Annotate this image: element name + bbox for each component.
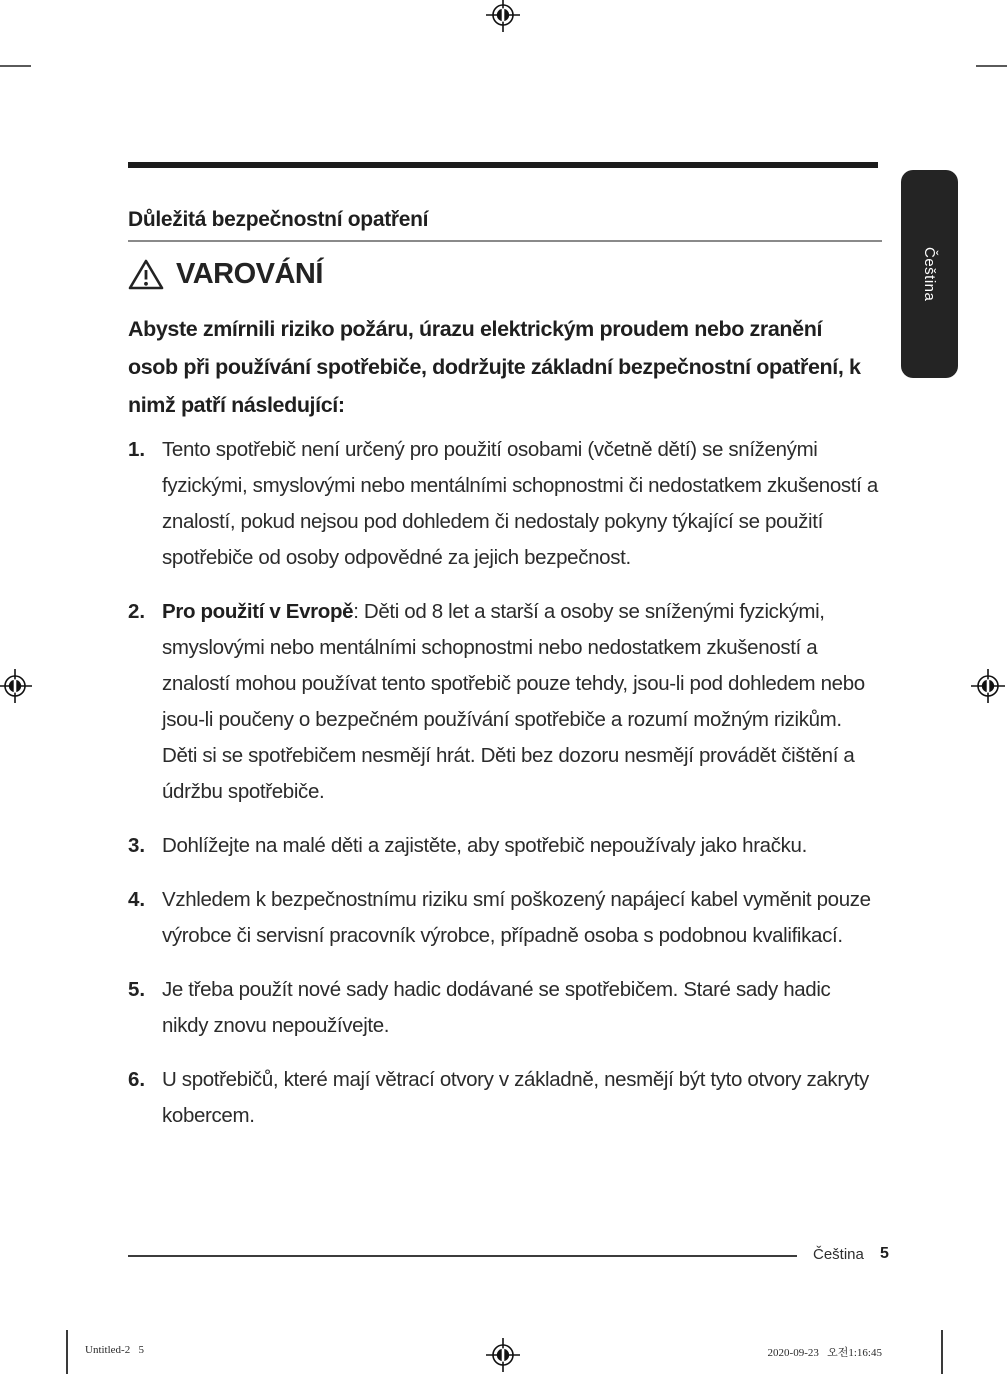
list-item-text [162, 828, 878, 864]
safety-instructions-list [128, 432, 878, 1152]
list-item-body: Vzhledem k bezpečnostnímu riziku smí poškozený napájecí kabel vyměnit pouze výrobce či servisní pracovník výrobce, případně osoba s podobnou kvalifikací. [162, 888, 871, 947]
list-item-number: 3. [128, 834, 146, 857]
warning-heading [128, 258, 323, 291]
safety-list-item [128, 1062, 878, 1134]
list-item-text [162, 594, 878, 810]
print-datetime-label: 2020-09-23 오전1:16:45 [767, 1347, 882, 1359]
section-title: Důležitá bezpečnostní opatření [128, 208, 429, 231]
list-item-text [162, 1062, 878, 1134]
list-item-lead: Pro použití v Evropě [162, 600, 354, 623]
list-item-text [162, 432, 878, 576]
crop-mark [976, 65, 1007, 67]
list-item-text [162, 972, 878, 1044]
title-underline [128, 240, 882, 242]
footer-page-number: 5 [880, 1245, 889, 1262]
language-tab-label: Čeština [921, 246, 938, 302]
crop-mark [0, 65, 31, 67]
footer-rule [128, 1255, 797, 1257]
list-item-number: 1. [128, 438, 146, 461]
list-item-text [162, 882, 878, 954]
list-item-body: Dohlížejte na malé děti a zajistěte, aby spotřebič nepoužívaly jako hračku. [162, 834, 807, 857]
crop-mark [66, 1330, 68, 1374]
warning-label: VAROVÁNÍ [176, 258, 323, 290]
registration-target-icon [486, 1338, 520, 1372]
list-item-body: Je třeba použít nové sady hadic dodávané se spotřebičem. Staré sady hadic nikdy znovu nepoužívejte. [162, 978, 831, 1037]
list-item-body: : Děti od 8 let a starší a osoby se sníženými fyzickými, smyslovými nebo mentálními schopnostmi nebo nedostatkem zkušeností a znalostí mohou používat tento spotřebič pouze tehdy, jsou-li pod dohledem nebo jsou-li poučeny o bezpečném používání spotřebiče a rozumí možným rizikům. Děti si se spotřebičem nesmějí hrát. Děti bez dozoru nesmějí provádět čištění a údržbu spotřebiče. [162, 600, 865, 803]
list-item-body: U spotřebičů, které mají větrací otvory v základně, nesmějí být tyto otvory zakryty kobercem. [162, 1068, 869, 1127]
safety-list-item [128, 432, 878, 576]
registration-target-icon [486, 0, 520, 32]
crop-mark [941, 1330, 943, 1374]
registration-target-icon [0, 669, 32, 703]
warning-triangle-icon [128, 258, 164, 291]
safety-list-item [128, 594, 878, 810]
registration-target-icon [971, 669, 1005, 703]
safety-list-item [128, 828, 878, 864]
list-item-number: 5. [128, 978, 146, 1001]
warning-intro-text: Abyste zmírnili riziko požáru, úrazu elektrickým proudem nebo zranění osob při používání spotřebiče, dodržujte základní bezpečnostní opatření, k nimž patří následující: [128, 317, 861, 417]
footer-language: Čeština [813, 1246, 864, 1263]
top-rule [128, 162, 878, 168]
safety-list-item [128, 882, 878, 954]
print-file-label: Untitled-2 5 [85, 1344, 144, 1356]
list-item-body: Tento spotřebič není určený pro použití osobami (včetně dětí) se sníženými fyzickými, smyslovými nebo mentálními schopnostmi či nedostatkem zkušeností a znalostí, pokud nejsou pod dohledem či nedostaly pokyny týkající se použití spotřebiče od osoby odpovědné za jejich bezpečnost. [162, 438, 878, 569]
list-item-number: 6. [128, 1068, 146, 1091]
safety-list-item [128, 972, 878, 1044]
language-tab [901, 170, 958, 378]
list-item-number: 4. [128, 888, 146, 911]
list-item-number: 2. [128, 600, 146, 623]
